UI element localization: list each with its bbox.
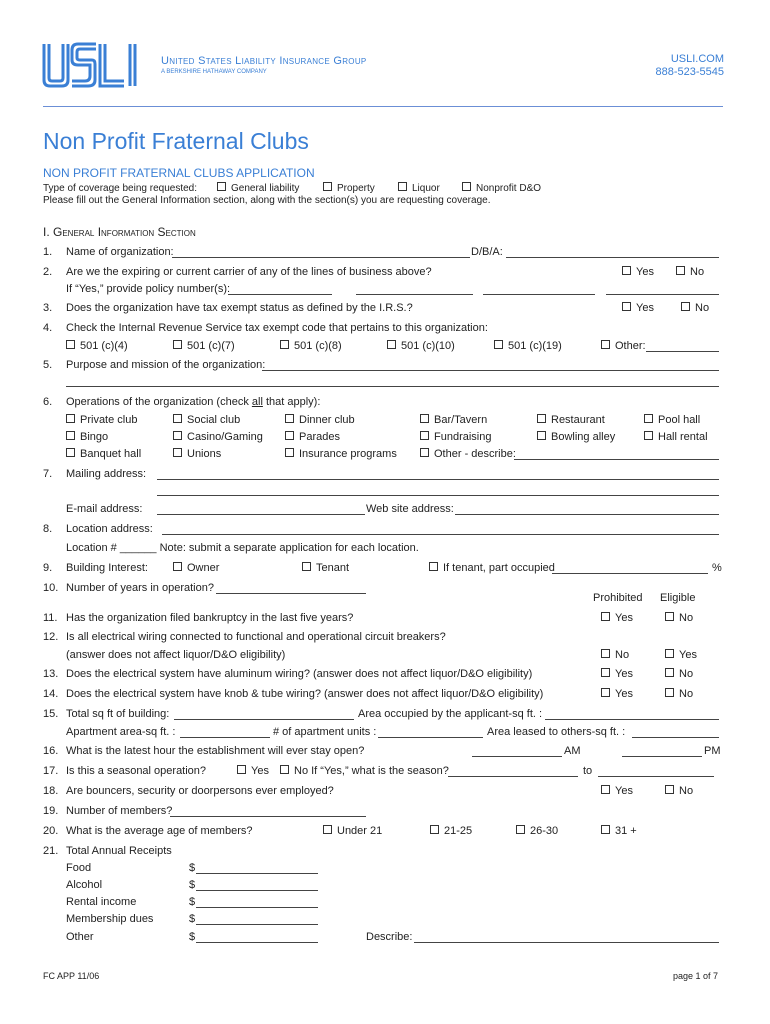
checkbox[interactable] [494, 340, 503, 349]
q5-field-1[interactable] [262, 370, 719, 371]
dollar-sign: $ [189, 931, 196, 943]
dollar-sign: $ [189, 896, 196, 908]
q17-season-from-field[interactable] [448, 776, 578, 777]
q15-area-leased-field[interactable] [632, 737, 719, 738]
checkbox[interactable] [173, 431, 182, 440]
q4-other-field[interactable] [646, 351, 719, 352]
q11-label: Has the organization filed bankruptcy in the last five years? [66, 612, 354, 624]
company-name: United States Liability Insurance Group [161, 55, 367, 67]
q19-number: 19. [43, 805, 59, 817]
q4-label: Check the Internal Revenue Service tax exempt code that pertains to this organization: [66, 322, 488, 334]
q6-restaurant[interactable]: Restaurant [537, 414, 605, 427]
receipts-food-field[interactable] [196, 873, 318, 874]
q8-number: 8. [43, 523, 53, 535]
page-number: page 1 of 7 [672, 971, 718, 981]
q4-opt-other[interactable]: Other: [601, 340, 646, 353]
q3-yes[interactable]: Yes [622, 302, 654, 315]
q12-yes[interactable]: Yes [665, 649, 697, 662]
q16-pm-field[interactable] [622, 756, 702, 757]
receipts-membership-label: Membership dues [66, 913, 154, 925]
checkbox[interactable] [420, 448, 429, 457]
q1-dba-field[interactable] [506, 257, 719, 258]
q18-yes[interactable]: Yes [601, 785, 633, 798]
checkbox[interactable] [601, 688, 610, 697]
q12-note: (answer does not affect liquor/D&O eligibility) [66, 649, 286, 661]
q6-parades[interactable]: Parades [285, 431, 340, 444]
q5-field-2[interactable] [66, 386, 719, 387]
q20-26-30[interactable]: 26-30 [516, 825, 558, 838]
q2-policy-field-4[interactable] [606, 294, 719, 295]
q6-insurance-programs[interactable]: Insurance programs [285, 448, 397, 461]
q6-number: 6. [43, 396, 53, 408]
q9-percent-field[interactable] [552, 573, 708, 574]
receipts-alcohol-label: Alcohol [66, 879, 103, 891]
q19-label: Number of members? [66, 805, 173, 817]
checkbox[interactable] [622, 266, 631, 275]
checkbox[interactable] [601, 340, 610, 349]
checkbox[interactable] [66, 340, 75, 349]
q9-owner[interactable]: Owner [173, 562, 219, 575]
q15-apartment-area-field[interactable] [180, 737, 270, 738]
checkbox[interactable] [601, 785, 610, 794]
checkbox[interactable] [644, 431, 653, 440]
receipts-membership-field[interactable] [196, 924, 318, 925]
checkbox[interactable] [665, 688, 674, 697]
checkbox[interactable] [622, 302, 631, 311]
q10-label: Number of years in operation? [66, 582, 214, 594]
q14-yes[interactable]: Yes [601, 688, 633, 701]
q20-label: What is the average age of members? [66, 825, 253, 837]
q15-apartment-area-label: Apartment area-sq ft. : [66, 726, 176, 738]
q16-number: 16. [43, 745, 59, 757]
checkbox[interactable] [285, 448, 294, 457]
q21-number: 21. [43, 845, 59, 857]
q10-number: 10. [43, 582, 59, 594]
q4-opt-c4[interactable]: 501 (c)(4) [66, 340, 128, 353]
coverage-general-liability[interactable]: General liability [217, 182, 299, 195]
q6-bingo[interactable]: Bingo [66, 431, 108, 444]
q9-label: Building Interest: [66, 562, 148, 574]
q6-banquet-hall[interactable]: Banquet hall [66, 448, 141, 461]
q8-location-note: Location # ______ Note: submit a separate application for each location. [66, 542, 419, 554]
checkbox[interactable] [302, 562, 311, 571]
q16-am-field[interactable] [472, 756, 562, 757]
q14-label: Does the electrical system have knob & tube wiring? (answer does not affect liquor/D&O eligibility) [66, 688, 544, 700]
q17-to: to [583, 765, 593, 777]
q16-am: AM [564, 745, 581, 757]
checkbox[interactable] [430, 825, 439, 834]
q4-opt-c8[interactable]: 501 (c)(8) [280, 340, 342, 353]
coverage-nonprofit-do[interactable]: Nonprofit D&O [462, 182, 541, 195]
q3-label: Does the organization have tax exempt status as defined by the I.R.S.? [66, 302, 413, 314]
q8-location-field[interactable] [162, 534, 719, 535]
usli-logo [40, 40, 148, 90]
checkbox[interactable] [420, 414, 429, 423]
q1-label: Name of organization: [66, 246, 174, 258]
checkbox[interactable] [516, 825, 525, 834]
form-id: FC APP 11/06 [43, 971, 100, 981]
phone: 888-523-5545 [655, 66, 724, 78]
q7-email-label: E-mail address: [66, 503, 143, 515]
q20-21-25[interactable]: 21-25 [430, 825, 472, 838]
coverage-property[interactable]: Property [323, 182, 375, 195]
checkbox[interactable] [665, 612, 674, 621]
q6-hall-rental[interactable]: Hall rental [644, 431, 708, 444]
q17-label: Is this a seasonal operation? [66, 765, 207, 777]
q1-dba-label: D/B/A: [471, 246, 503, 258]
q6-pool-hall[interactable]: Pool hall [644, 414, 700, 427]
q6-bar-tavern[interactable]: Bar/Tavern [420, 414, 487, 427]
q6-private-club[interactable]: Private club [66, 414, 137, 427]
q6-bowling-alley[interactable]: Bowling alley [537, 431, 615, 444]
q17-season-to-field[interactable] [598, 776, 714, 777]
dollar-sign: $ [189, 913, 196, 925]
section-number: I. [43, 225, 50, 239]
q4-number: 4. [43, 322, 53, 334]
checkbox[interactable] [285, 431, 294, 440]
q7-label: Mailing address: [66, 468, 147, 480]
checkbox[interactable] [420, 431, 429, 440]
company-tagline: A BERKSHIRE HATHAWAY COMPANY [161, 69, 267, 75]
q12-no[interactable]: No [601, 649, 629, 662]
q4-opt-c19[interactable]: 501 (c)(19) [494, 340, 562, 353]
checkbox[interactable] [280, 340, 289, 349]
receipts-rental-field[interactable] [196, 907, 318, 908]
q4-opt-c10[interactable]: 501 (c)(10) [387, 340, 455, 353]
q6-social-club[interactable]: Social club [173, 414, 240, 427]
q10-years-field[interactable] [216, 593, 366, 594]
q15-total-sqft-field[interactable] [174, 719, 354, 720]
q20-31-plus[interactable]: 31 + [601, 825, 637, 838]
coverage-instruction: Please fill out the General Information section, along with the section(s) you are requesting coverage. [43, 195, 491, 206]
application-subtitle: NON PROFIT FRATERNAL CLUBS APPLICATION [43, 166, 315, 180]
q15-area-occupied-field[interactable] [545, 719, 719, 720]
q11-no[interactable]: No [665, 612, 693, 625]
eligible-header: Eligible [660, 592, 696, 604]
checkbox[interactable] [173, 340, 182, 349]
q11-yes[interactable]: Yes [601, 612, 633, 625]
q18-no[interactable]: No [665, 785, 693, 798]
checkbox[interactable] [173, 414, 182, 423]
q13-number: 13. [43, 668, 59, 680]
q7-email-field[interactable] [157, 514, 365, 515]
checkbox[interactable] [676, 266, 685, 275]
checkbox[interactable] [66, 414, 75, 423]
q7-website-field[interactable] [455, 514, 719, 515]
q5-number: 5. [43, 359, 53, 371]
q6-dinner-club[interactable]: Dinner club [285, 414, 355, 427]
receipts-describe-field[interactable] [414, 942, 719, 943]
q8-label: Location address: [66, 523, 153, 535]
q9-number: 9. [43, 562, 53, 574]
q20-under-21[interactable]: Under 21 [323, 825, 382, 838]
checkbox[interactable] [601, 668, 610, 677]
checkbox[interactable] [237, 765, 246, 774]
checkbox[interactable] [537, 431, 546, 440]
q13-label: Does the electrical system have aluminum wiring? (answer does not affect liquor/D&O eligibility) [66, 668, 533, 680]
q1-number: 1. [43, 246, 53, 258]
q2-policy-field-3[interactable] [483, 294, 595, 295]
checkbox[interactable] [323, 825, 332, 834]
receipts-alcohol-field[interactable] [196, 890, 318, 891]
checkbox[interactable] [217, 182, 226, 191]
q15-apartment-units-field[interactable] [378, 737, 483, 738]
q7-number: 7. [43, 468, 53, 480]
receipts-other-field[interactable] [196, 942, 318, 943]
q1-name-field[interactable] [172, 257, 470, 258]
checkbox[interactable] [644, 414, 653, 423]
q15-number: 15. [43, 708, 59, 720]
q3-number: 3. [43, 302, 53, 314]
checkbox[interactable] [173, 448, 182, 457]
checkbox[interactable] [285, 414, 294, 423]
q17-number: 17. [43, 765, 59, 777]
checkbox[interactable] [665, 785, 674, 794]
q6-unions[interactable]: Unions [173, 448, 221, 461]
q6-casino-gaming[interactable]: Casino/Gaming [173, 431, 263, 444]
checkbox[interactable] [66, 431, 75, 440]
receipts-other-label: Other [66, 931, 94, 943]
checkbox[interactable] [387, 340, 396, 349]
header-divider [43, 106, 723, 107]
q4-opt-c7[interactable]: 501 (c)(7) [173, 340, 235, 353]
checkbox[interactable] [601, 612, 610, 621]
q2-yes[interactable]: Yes [622, 266, 654, 279]
q2-policy-field-1[interactable] [228, 294, 332, 295]
q13-no[interactable]: No [665, 668, 693, 681]
q2-number: 2. [43, 266, 53, 278]
q6-label: Operations of the organization (check all that apply): [66, 396, 321, 408]
checkbox[interactable] [537, 414, 546, 423]
section-heading [43, 225, 196, 239]
q15-area-leased-label: Area leased to others-sq ft. : [487, 726, 626, 738]
q12-label: Is all electrical wiring connected to functional and operational circuit breakers? [66, 631, 446, 643]
q20-number: 20. [43, 825, 59, 837]
receipts-food-label: Food [66, 862, 92, 874]
dollar-sign: $ [189, 879, 196, 891]
checkbox[interactable] [66, 448, 75, 457]
q16-label: What is the latest hour the establishment will ever stay open? [66, 745, 365, 757]
q5-label: Purpose and mission of the organization: [66, 359, 266, 371]
q12-number: 12. [43, 631, 59, 643]
q9-tenant[interactable]: Tenant [302, 562, 349, 575]
q19-members-field[interactable] [170, 816, 366, 817]
checkbox[interactable] [462, 182, 471, 191]
checkbox[interactable] [601, 649, 610, 658]
page-title: Non Profit Fraternal Clubs [43, 128, 309, 154]
q2-policy-label: If “Yes,” provide policy number(s): [66, 283, 231, 295]
q7-mailing-field-1[interactable] [157, 479, 719, 480]
q18-label: Are bouncers, security or doorpersons ever employed? [66, 785, 334, 797]
q6-other-field[interactable] [514, 459, 719, 460]
q7-mailing-field-2[interactable] [157, 495, 719, 496]
checkbox[interactable] [665, 649, 674, 658]
q13-yes[interactable]: Yes [601, 668, 633, 681]
receipts-describe-label: Describe: [366, 931, 413, 943]
coverage-liquor[interactable]: Liquor [398, 182, 440, 195]
q17-yes[interactable]: Yes [237, 765, 269, 778]
q7-website-label: Web site address: [366, 503, 454, 515]
section-title: General Information Section [53, 225, 196, 239]
q15-label: Total sq ft of building: [66, 708, 170, 720]
receipts-rental-label: Rental income [66, 896, 137, 908]
checkbox[interactable] [665, 668, 674, 677]
checkbox[interactable] [398, 182, 407, 191]
checkbox[interactable] [681, 302, 690, 311]
website: USLI.COM [670, 53, 724, 65]
q2-label: Are we the expiring or current carrier of any of the lines of business above? [66, 266, 432, 278]
coverage-label: Type of coverage being requested: [43, 183, 197, 194]
checkbox[interactable] [173, 562, 182, 571]
q14-no[interactable]: No [665, 688, 693, 701]
dollar-sign: $ [189, 862, 196, 874]
q6-fundraising[interactable]: Fundraising [420, 431, 491, 444]
q17-no[interactable]: No If “Yes,” what is the season? [280, 765, 449, 778]
q9-percent-sign: % [712, 562, 722, 574]
prohibited-header: Prohibited [593, 592, 643, 604]
q14-number: 14. [43, 688, 59, 700]
q9-part-occupied[interactable]: If tenant, part occupied [429, 562, 555, 575]
checkbox[interactable] [429, 562, 438, 571]
q15-area-occupied-label: Area occupied by the applicant-sq ft. : [358, 708, 543, 720]
q6-other-describe[interactable]: Other - describe: [420, 448, 516, 461]
q3-no[interactable]: No [681, 302, 709, 315]
q21-label: Total Annual Receipts [66, 845, 172, 857]
q18-number: 18. [43, 785, 59, 797]
q15-apartment-units-label: # of apartment units : [273, 726, 377, 738]
checkbox[interactable] [323, 182, 332, 191]
q11-number: 11. [43, 612, 58, 624]
q2-no[interactable]: No [676, 266, 704, 279]
q2-policy-field-2[interactable] [356, 294, 473, 295]
q16-pm: PM [704, 745, 721, 757]
checkbox[interactable] [280, 765, 289, 774]
usli-logo-mark [40, 40, 148, 90]
checkbox[interactable] [601, 825, 610, 834]
